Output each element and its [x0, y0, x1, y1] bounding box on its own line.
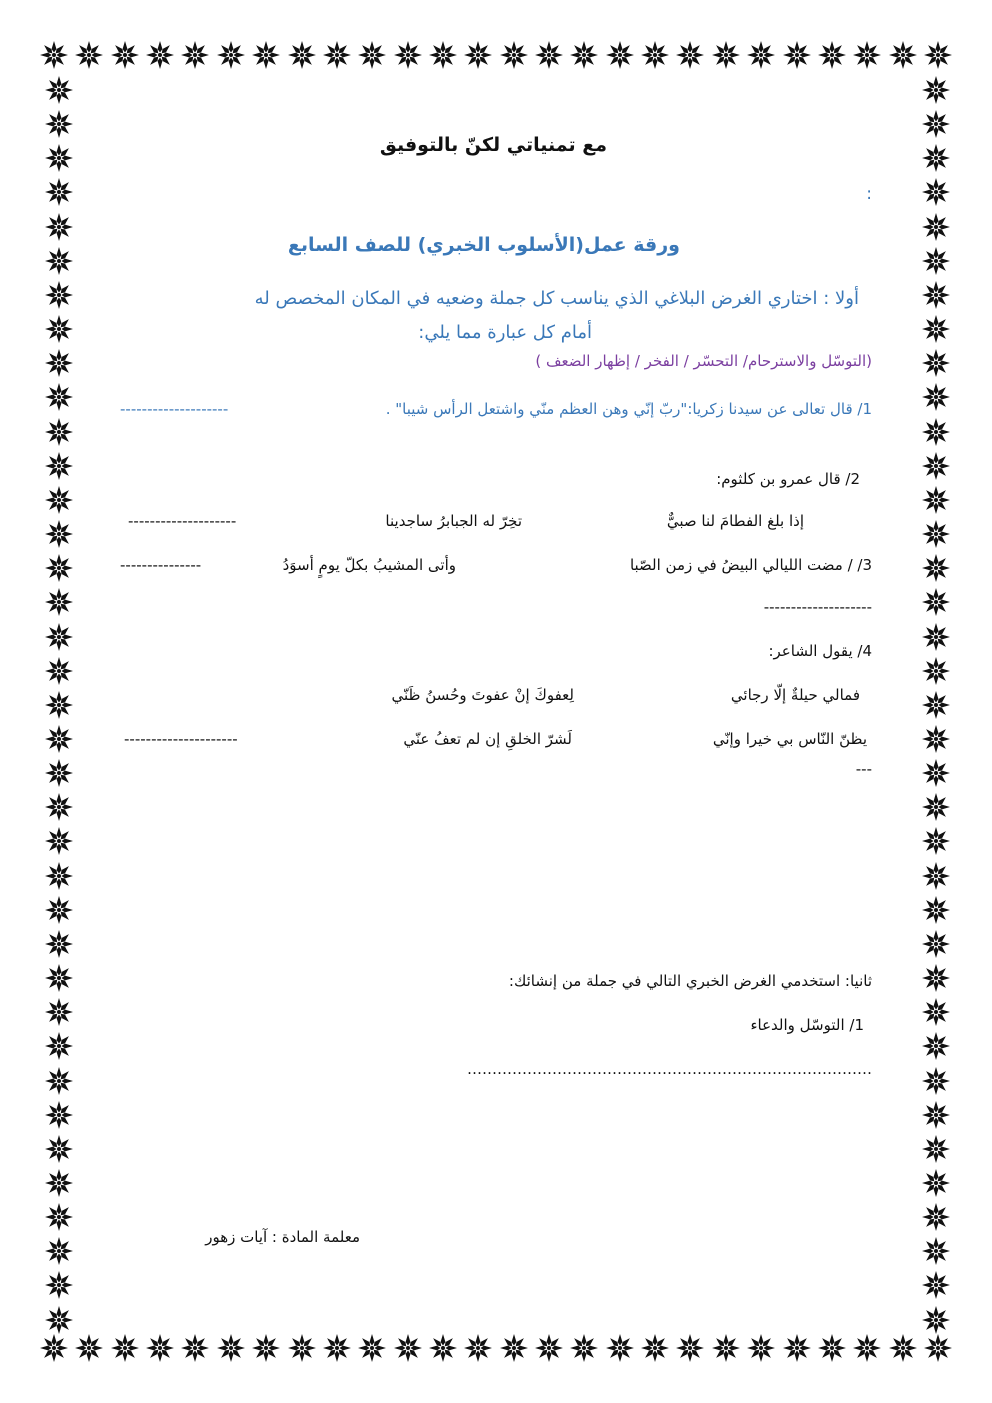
asterisk-flower-icon [922, 39, 954, 71]
asterisk-flower-icon [462, 1332, 494, 1364]
asterisk-flower-icon [43, 621, 75, 653]
question-2-verse-first: إذا بلغ الفطامَ لنا صبيٌّ [666, 512, 804, 530]
asterisk-flower-icon [43, 1133, 75, 1165]
asterisk-flower-icon [920, 450, 952, 482]
asterisk-flower-icon [250, 39, 282, 71]
asterisk-flower-icon [73, 39, 105, 71]
asterisk-flower-icon [427, 39, 459, 71]
asterisk-flower-icon [533, 1332, 565, 1364]
asterisk-flower-icon [286, 39, 318, 71]
section2-item-1: 1/ التوسّل والدعاء [750, 1016, 864, 1034]
question-3-second: وأتى المشيبُ بكلّ يومٍ أسوَدُ [282, 556, 456, 574]
asterisk-flower-icon [43, 552, 75, 584]
question-1: 1/ قال تعالى عن سيدنا زكريا:"ربّ إنّي وهن العظم منّي واشتعل الرأس شيبا" . [385, 400, 872, 418]
asterisk-flower-icon [43, 1269, 75, 1301]
asterisk-flower-icon [38, 39, 70, 71]
question-2-answer-blank[interactable]: -------------------- [128, 512, 237, 530]
question-4-verse1-first: فمالي حيلةٌ إلّا رجائي [730, 686, 860, 704]
options-list: (التوسّل والاسترحام/ التحسّر / الفخر / إظهار الضعف ) [535, 352, 872, 370]
asterisk-flower-icon [920, 757, 952, 789]
question-3-first: 3/ / مضت الليالي البيضُ في زمن الصّبا [629, 556, 872, 574]
asterisk-flower-icon [639, 39, 671, 71]
asterisk-flower-icon [920, 1133, 952, 1165]
border-right [917, 74, 955, 1336]
asterisk-flower-icon [920, 552, 952, 584]
border-top [38, 36, 954, 74]
asterisk-flower-icon [73, 1332, 105, 1364]
asterisk-flower-icon [43, 518, 75, 550]
asterisk-flower-icon [920, 176, 952, 208]
asterisk-flower-icon [710, 39, 742, 71]
asterisk-flower-icon [920, 1065, 952, 1097]
asterisk-flower-icon [43, 279, 75, 311]
asterisk-flower-icon [920, 655, 952, 687]
section1-instruction-line1: أولا : اختاري الغرض البلاغي الذي يناسب كل جملة وضعيه في المكان المخصص له [254, 288, 859, 309]
page-title: ورقة عمل(الأسلوب الخبري) للصف السابع [287, 234, 680, 256]
colon-mark: : [866, 184, 872, 204]
asterisk-flower-icon [43, 655, 75, 687]
asterisk-flower-icon [816, 1332, 848, 1364]
asterisk-flower-icon [43, 1167, 75, 1199]
asterisk-flower-icon [356, 1332, 388, 1364]
asterisk-flower-icon [43, 860, 75, 892]
asterisk-flower-icon [215, 1332, 247, 1364]
asterisk-flower-icon [639, 1332, 671, 1364]
asterisk-flower-icon [144, 39, 176, 71]
asterisk-flower-icon [920, 1030, 952, 1062]
asterisk-flower-icon [43, 723, 75, 755]
asterisk-flower-icon [816, 39, 848, 71]
asterisk-flower-icon [745, 39, 777, 71]
asterisk-flower-icon [427, 1332, 459, 1364]
asterisk-flower-icon [43, 313, 75, 345]
asterisk-flower-icon [43, 825, 75, 857]
asterisk-flower-icon [43, 176, 75, 208]
question-3-answer-blank[interactable]: --------------- [120, 556, 202, 574]
asterisk-flower-icon [920, 689, 952, 721]
asterisk-flower-icon [920, 621, 952, 653]
asterisk-flower-icon [43, 757, 75, 789]
asterisk-flower-icon [215, 39, 247, 71]
question-2-label: 2/ قال عمرو بن كلثوم: [716, 470, 860, 488]
asterisk-flower-icon [568, 1332, 600, 1364]
asterisk-flower-icon [43, 450, 75, 482]
asterisk-flower-icon [43, 1099, 75, 1131]
asterisk-flower-icon [920, 723, 952, 755]
asterisk-flower-icon [674, 39, 706, 71]
asterisk-flower-icon [43, 381, 75, 413]
asterisk-flower-icon [43, 108, 75, 140]
section2-instruction: ثانيا: استخدمي الغرض الخبري التالي في جملة من إنشائك: [508, 972, 872, 990]
border-bottom [38, 1329, 954, 1367]
asterisk-flower-icon [498, 1332, 530, 1364]
asterisk-flower-icon [922, 1332, 954, 1364]
asterisk-flower-icon [920, 860, 952, 892]
asterisk-flower-icon [604, 1332, 636, 1364]
question-4-verse2-second: لَشرّ الخلقِ إن لم تعفُ عنّي [403, 730, 572, 748]
asterisk-flower-icon [144, 1332, 176, 1364]
asterisk-flower-icon [920, 962, 952, 994]
asterisk-flower-icon [920, 1201, 952, 1233]
asterisk-flower-icon [43, 689, 75, 721]
asterisk-flower-icon [43, 1304, 75, 1336]
asterisk-flower-icon [43, 791, 75, 823]
question-4-verse2-first: يظنّ النّاس بي خيرا وإنّي [712, 730, 867, 748]
asterisk-flower-icon [43, 484, 75, 516]
asterisk-flower-icon [43, 211, 75, 243]
asterisk-flower-icon [851, 39, 883, 71]
asterisk-flower-icon [851, 1332, 883, 1364]
asterisk-flower-icon [286, 1332, 318, 1364]
asterisk-flower-icon [43, 74, 75, 106]
asterisk-flower-icon [604, 39, 636, 71]
asterisk-flower-icon [43, 1235, 75, 1267]
asterisk-flower-icon [38, 1332, 70, 1364]
asterisk-flower-icon [568, 39, 600, 71]
asterisk-flower-icon [920, 894, 952, 926]
asterisk-flower-icon [920, 791, 952, 823]
asterisk-flower-icon [920, 347, 952, 379]
asterisk-flower-icon [43, 586, 75, 618]
greeting: مع تمنياتي لكنّ بالتوفيق [379, 134, 607, 156]
asterisk-flower-icon [109, 39, 141, 71]
asterisk-flower-icon [920, 825, 952, 857]
question-4-verse1-second: لِعفوكَ إنْ عفوتَ وحُسنُ ظَنّي [391, 686, 574, 704]
asterisk-flower-icon [109, 1332, 141, 1364]
asterisk-flower-icon [43, 894, 75, 926]
asterisk-flower-icon [462, 39, 494, 71]
asterisk-flower-icon [43, 347, 75, 379]
question-2-verse-second: تخِرّ له الجبابرُ ساجدينا [385, 512, 522, 530]
asterisk-flower-icon [920, 416, 952, 448]
asterisk-flower-icon [43, 1201, 75, 1233]
teacher-signature: معلمة المادة : آيات زهور [205, 1228, 360, 1246]
asterisk-flower-icon [498, 39, 530, 71]
asterisk-flower-icon [920, 1304, 952, 1336]
asterisk-flower-icon [920, 1269, 952, 1301]
asterisk-flower-icon [43, 1065, 75, 1097]
asterisk-flower-icon [920, 1235, 952, 1267]
asterisk-flower-icon [920, 245, 952, 277]
question-1-answer-blank[interactable]: -------------------- [120, 400, 229, 418]
asterisk-flower-icon [920, 928, 952, 960]
asterisk-flower-icon [392, 1332, 424, 1364]
asterisk-flower-icon [920, 586, 952, 618]
asterisk-flower-icon [321, 1332, 353, 1364]
asterisk-flower-icon [781, 1332, 813, 1364]
question-4-answer-blank[interactable]: --------------------- [124, 730, 238, 748]
asterisk-flower-icon [920, 996, 952, 1028]
asterisk-flower-icon [43, 416, 75, 448]
asterisk-flower-icon [43, 928, 75, 960]
asterisk-flower-icon [920, 279, 952, 311]
asterisk-flower-icon [43, 962, 75, 994]
asterisk-flower-icon [920, 381, 952, 413]
asterisk-flower-icon [179, 1332, 211, 1364]
asterisk-flower-icon [920, 74, 952, 106]
asterisk-flower-icon [179, 39, 211, 71]
question-4-label: 4/ يقول الشاعر: [768, 642, 872, 660]
asterisk-flower-icon [43, 245, 75, 277]
asterisk-flower-icon [710, 1332, 742, 1364]
asterisk-flower-icon [745, 1332, 777, 1364]
asterisk-flower-icon [920, 108, 952, 140]
asterisk-flower-icon [887, 39, 919, 71]
asterisk-flower-icon [920, 1167, 952, 1199]
asterisk-flower-icon [920, 211, 952, 243]
asterisk-flower-icon [250, 1332, 282, 1364]
question-3-answer-blank-2[interactable]: -------------------- [763, 598, 872, 616]
asterisk-flower-icon [920, 1099, 952, 1131]
section1-instruction-line2: أمام كل عبارة مما يلي: [418, 322, 592, 343]
asterisk-flower-icon [43, 142, 75, 174]
asterisk-flower-icon [43, 1030, 75, 1062]
asterisk-flower-icon [321, 39, 353, 71]
asterisk-flower-icon [356, 39, 388, 71]
section2-answer-dots[interactable]: ……………………………………………………………………… [467, 1060, 872, 1078]
asterisk-flower-icon [920, 142, 952, 174]
asterisk-flower-icon [43, 996, 75, 1028]
question-4-answer-tail[interactable]: --- [855, 760, 872, 778]
asterisk-flower-icon [781, 39, 813, 71]
asterisk-flower-icon [392, 39, 424, 71]
asterisk-flower-icon [887, 1332, 919, 1364]
asterisk-flower-icon [920, 484, 952, 516]
border-left [40, 74, 78, 1336]
asterisk-flower-icon [533, 39, 565, 71]
asterisk-flower-icon [920, 313, 952, 345]
asterisk-flower-icon [674, 1332, 706, 1364]
asterisk-flower-icon [920, 518, 952, 550]
